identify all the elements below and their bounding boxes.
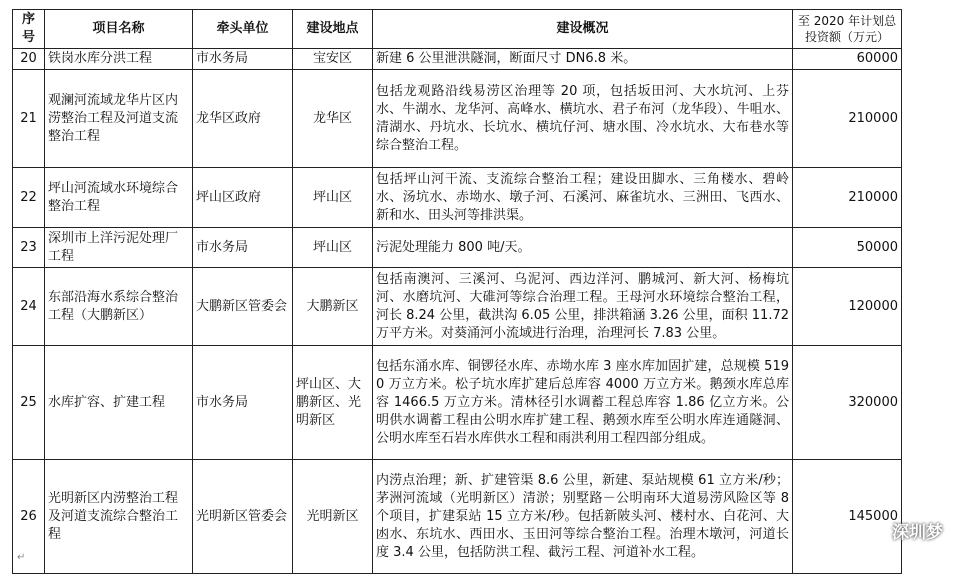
cell-location: 坪山区: [293, 168, 373, 228]
paragraph-mark: ↵: [17, 552, 26, 563]
cell-overview: 包括东涌水库、铜锣径水库、赤坳水库 3 座水库加固扩建，总规模 5190 万立方米。松子坑水库扩建后总库容 4000 万立方米。鹅颈水库总库容 1466.5 万立方米。清林径引水调蓄工程总库容 1.86 亿立方米。公明供水调蓄工程由公明水库扩建工程、鹅颈水库至公明水库连通隧洞、公明水库至石岩水库供水工程和雨洪利用工程四部分组成。: [373, 346, 793, 460]
table-row: [13, 228, 902, 268]
cell-unit: 光明新区管委会: [193, 460, 293, 574]
cell-overview: 包括坪山河干流、支流综合整治工程；建设田脚水、三角楼水、碧岭水、汤坑水、赤坳水、墩子河、石溪河、麻雀坑水、三洲田、飞西水、新和水、田头河等排洪渠。: [373, 168, 793, 228]
cell-investment: 210000: [793, 70, 902, 168]
cell-seq: 24: [13, 268, 45, 346]
cell-overview: 内涝点治理；新、扩建管渠 8.6 公里，新建、泵站规模 61 立方米/秒；茅洲河流域（光明新区）清淤；别墅路－公明南环大道易涝风险区等 8 个项目，扩建泵站 15 立方米/秒。包括新陂头河、楼村水、白花河、大凼水、东坑水、西田水、玉田河等综合整治工程。治理木墩河，河道长度 3.4 公里，包括防洪工程、截污工程、河道补水工程。: [373, 460, 793, 574]
project-table: [12, 9, 902, 574]
cell-investment: 120000: [793, 268, 902, 346]
cell-unit: 龙华区政府: [193, 70, 293, 168]
watermark-text: 深圳梦: [892, 523, 943, 543]
cell-name: 光明新区内涝整治工程及河道支流综合整治工程: [45, 460, 193, 574]
cell-location: 龙华区: [293, 70, 373, 168]
table-header-row: [13, 10, 902, 49]
cell-location: 大鹏新区: [293, 268, 373, 346]
cell-seq: 21: [13, 70, 45, 168]
header-seq: 序号: [13, 10, 45, 49]
header-overview: 建设概况: [373, 10, 793, 49]
cell-investment: 60000: [793, 49, 902, 70]
cell-overview: 包括龙观路沿线易涝区治理等 20 项，包括坂田河、大水坑河、上芬水、牛湖水、龙华河、高峰水、横坑水、君子布河（龙华段）、牛咀水、清湖水、丹坑水、长坑水、横坑仔河、塘水围、冷水坑水、大布巷水等综合整治工程。: [373, 70, 793, 168]
table-row: [13, 70, 902, 168]
cell-seq: 20: [13, 49, 45, 70]
cell-location: 坪山区: [293, 228, 373, 268]
cell-location: 坪山区、大鹏新区、光明新区: [293, 346, 373, 460]
table-row: [13, 168, 902, 228]
cell-name: 深圳市上洋污泥处理厂工程: [45, 228, 193, 268]
cell-investment: 320000: [793, 346, 902, 460]
table-row: [13, 268, 902, 346]
cell-seq: 22: [13, 168, 45, 228]
cell-unit: 市水务局: [193, 228, 293, 268]
header-name: 项目名称: [45, 10, 193, 49]
cell-location: 光明新区: [293, 460, 373, 574]
cell-location: 宝安区: [293, 49, 373, 70]
cell-name: 东部沿海水系综合整治工程（大鹏新区）: [45, 268, 193, 346]
cell-name: 铁岗水库分洪工程: [45, 49, 193, 70]
table-row: [13, 346, 902, 460]
table-row: [13, 460, 902, 574]
cell-unit: 市水务局: [193, 346, 293, 460]
header-investment: 至 2020 年计划总投资额（万元）: [793, 10, 902, 49]
header-location: 建设地点: [293, 10, 373, 49]
watermark: [859, 518, 943, 543]
cell-name: 坪山河流域水环境综合整治工程: [45, 168, 193, 228]
cell-overview: 新建 6 公里泄洪隧洞，断面尺寸 DN6.8 米。: [373, 49, 793, 70]
cell-seq: 26: [13, 460, 45, 574]
cell-overview: 包括南澳河、三溪河、乌泥河、西边洋河、鹏城河、新大河、杨梅坑河、水磨坑河、大碓河等综合治理工程。王母河水环境综合整治工程，河长 8.24 公里，截洪沟 6.05 公里，排洪箱涵 3.26 公里，面积 11.72 万平方米。对葵涌河小流域进行治理，治理河长 7.83 公里。: [373, 268, 793, 346]
wechat-icon: [859, 521, 887, 541]
cell-seq: 23: [13, 228, 45, 268]
cell-seq: 25: [13, 346, 45, 460]
header-unit: 牵头单位: [193, 10, 293, 49]
table-row: [13, 49, 902, 70]
cell-unit: 市水务局: [193, 49, 293, 70]
cell-investment: 50000: [793, 228, 902, 268]
cell-name: 观澜河流域龙华片区内涝整治工程及河道支流整治工程: [45, 70, 193, 168]
cell-unit: 大鹏新区管委会: [193, 268, 293, 346]
cell-unit: 坪山区政府: [193, 168, 293, 228]
cell-investment: 210000: [793, 168, 902, 228]
cell-overview: 污泥处理能力 800 吨/天。: [373, 228, 793, 268]
cell-name: 水库扩容、扩建工程: [45, 346, 193, 460]
cell-investment: 145000: [793, 460, 902, 574]
